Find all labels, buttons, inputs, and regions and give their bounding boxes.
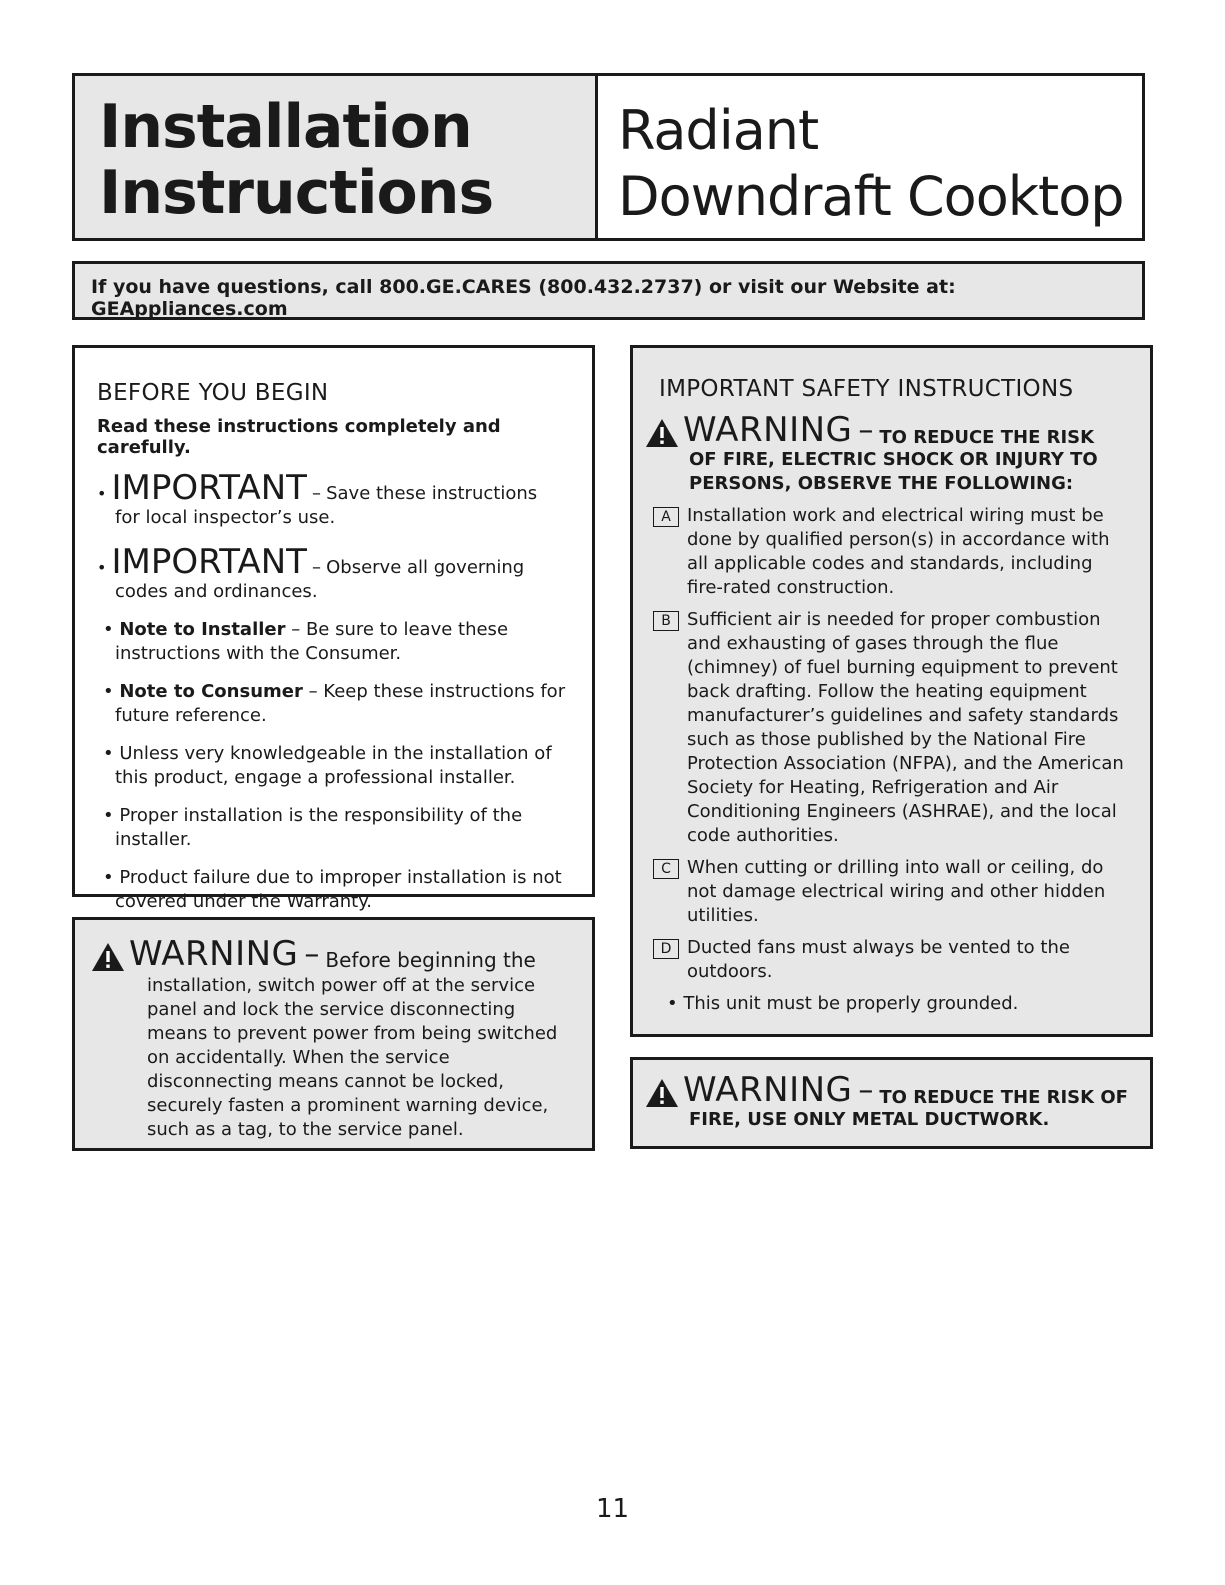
power-off-warning: WARNING – Before beginning the installation, switch power off at the service panel and lock the service disconnecting means to prevent power from being switched on accidentally. When the service disconnecting means cannot be locked, securely fasten a prominent warning device, such as a tag, to the service panel. bbox=[72, 917, 595, 1151]
section-heading: IMPORTANT SAFETY INSTRUCTIONS bbox=[659, 376, 1074, 402]
list-item: • Proper installation is the responsibility of the installer. bbox=[103, 805, 523, 850]
warning-triangle-icon bbox=[91, 942, 125, 972]
item-text: When cutting or drilling into wall or ceiling, do not damage electrical wiring and other hidden utilities. bbox=[687, 857, 1106, 926]
list-item: • Unless very knowledgeable in the installation of this product, engage a professional installer. bbox=[103, 743, 552, 788]
list-item: • This unit must be properly grounded. bbox=[667, 993, 1019, 1014]
important-note-1: • IMPORTANT – Save these instructions for local inspector’s use. bbox=[97, 468, 538, 528]
warning-continuation: OF FIRE, ELECTRIC SHOCK OR INJURY TO PERSONS, OBSERVE THE FOLLOWING: bbox=[689, 449, 1098, 494]
important-note-2: • IMPORTANT – Observe all governing codes and ordinances. bbox=[97, 542, 525, 602]
note-to-consumer: • Note to Consumer – Keep these instructions for future reference. bbox=[103, 681, 566, 726]
metal-ductwork-warning: WARNING – TO REDUCE THE RISK OF FIRE, USE ONLY METAL DUCTWORK. bbox=[630, 1057, 1153, 1149]
item-letter: C bbox=[653, 859, 679, 879]
page-number: 11 bbox=[595, 1494, 630, 1524]
item-text: Installation work and electrical wiring must be done by qualified person(s) in accordance with all applicable codes and standards, including fire-rated construction. bbox=[687, 505, 1110, 598]
header-product-panel bbox=[598, 76, 1142, 238]
safety-item bbox=[645, 608, 1132, 848]
document-title: Installation Instructions bbox=[99, 92, 494, 228]
item-letter: D bbox=[653, 939, 679, 959]
document-header bbox=[72, 73, 1145, 241]
safety-item bbox=[645, 856, 1132, 928]
item-letter: A bbox=[653, 507, 679, 527]
safety-item bbox=[645, 504, 1132, 600]
read-instructions-note: Read these instructions completely and carefully. bbox=[97, 416, 501, 458]
header-title-panel bbox=[75, 76, 598, 238]
item-text: Ducted fans must always be vented to the outdoors. bbox=[687, 937, 1070, 982]
list-item: • Product failure due to improper installation is not covered under the Warranty. bbox=[103, 867, 562, 912]
before-you-begin-section bbox=[72, 345, 595, 912]
warning-label: WARNING bbox=[129, 934, 299, 974]
safety-item-list bbox=[645, 504, 1132, 984]
contact-banner: If you have questions, call 800.GE.CARES (800.432.2737) or visit our Website at: GEAppliances.com bbox=[72, 261, 1145, 320]
safety-item bbox=[645, 936, 1132, 984]
warning-triangle-icon bbox=[645, 418, 679, 448]
section-heading: BEFORE YOU BEGIN bbox=[97, 380, 329, 406]
safety-instructions-section: IMPORTANT SAFETY INSTRUCTIONS WARNING – TO REDUCE THE RISK OF FIRE, ELECTRIC SHOCK OR INJURY TO PERSONS, OBSERVE THE FOLLOWING: A Installation work and electrical wiring must be done by qualified person(s) in accordance with all applicable codes and standards, including fire-rated construction. B Sufficient air is needed for proper combustion and exhausting of gases through the flue (chimney) of fuel burning equipment to prevent back drafting. Follow the heating equipment manufacturer’s guidelines and safety standards such as those published by the National Fire Protection Association (NFPA), and the American Society for Heating, Refrigeration and Air Conditioning Engineers (ASHRAE), and the local code authorities. C When cutting or drilling into wall or ceiling, do not damage electrical wiring and other hidden utilities. D Ducted fans must always be vented to the outdoors. • This unit must be properly grounded. bbox=[630, 345, 1153, 1037]
warning-body: installation, switch power off at the service panel and lock the service disconnecting means to prevent power from being switched on accidentally. When the service disconnecting means cannot be locked, securely fasten a prominent warning device, such as a tag, to the service panel. bbox=[147, 975, 558, 1140]
item-letter: B bbox=[653, 611, 679, 631]
warning-triangle-icon bbox=[645, 1078, 679, 1108]
note-to-installer: • Note to Installer – Be sure to leave these instructions with the Consumer. bbox=[103, 619, 509, 664]
product-name: Radiant Downdraft Cooktop bbox=[618, 99, 1124, 228]
warning-label: WARNING bbox=[683, 410, 853, 450]
item-text: Sufficient air is needed for proper combustion and exhausting of gases through the flue (chimney) of fuel burning equipment to prevent back drafting. Follow the heating equipment manufacturer’s guidelines and safety standards such as those published by the National Fire Protection Association (NFPA), and the American Society for Heating, Refrigeration and Air Conditioning Engineers (ASHRAE), and the local code authorities. bbox=[687, 609, 1124, 846]
warning-continuation: FIRE, USE ONLY METAL DUCTWORK. bbox=[689, 1109, 1050, 1130]
warning-label: WARNING bbox=[683, 1070, 853, 1110]
